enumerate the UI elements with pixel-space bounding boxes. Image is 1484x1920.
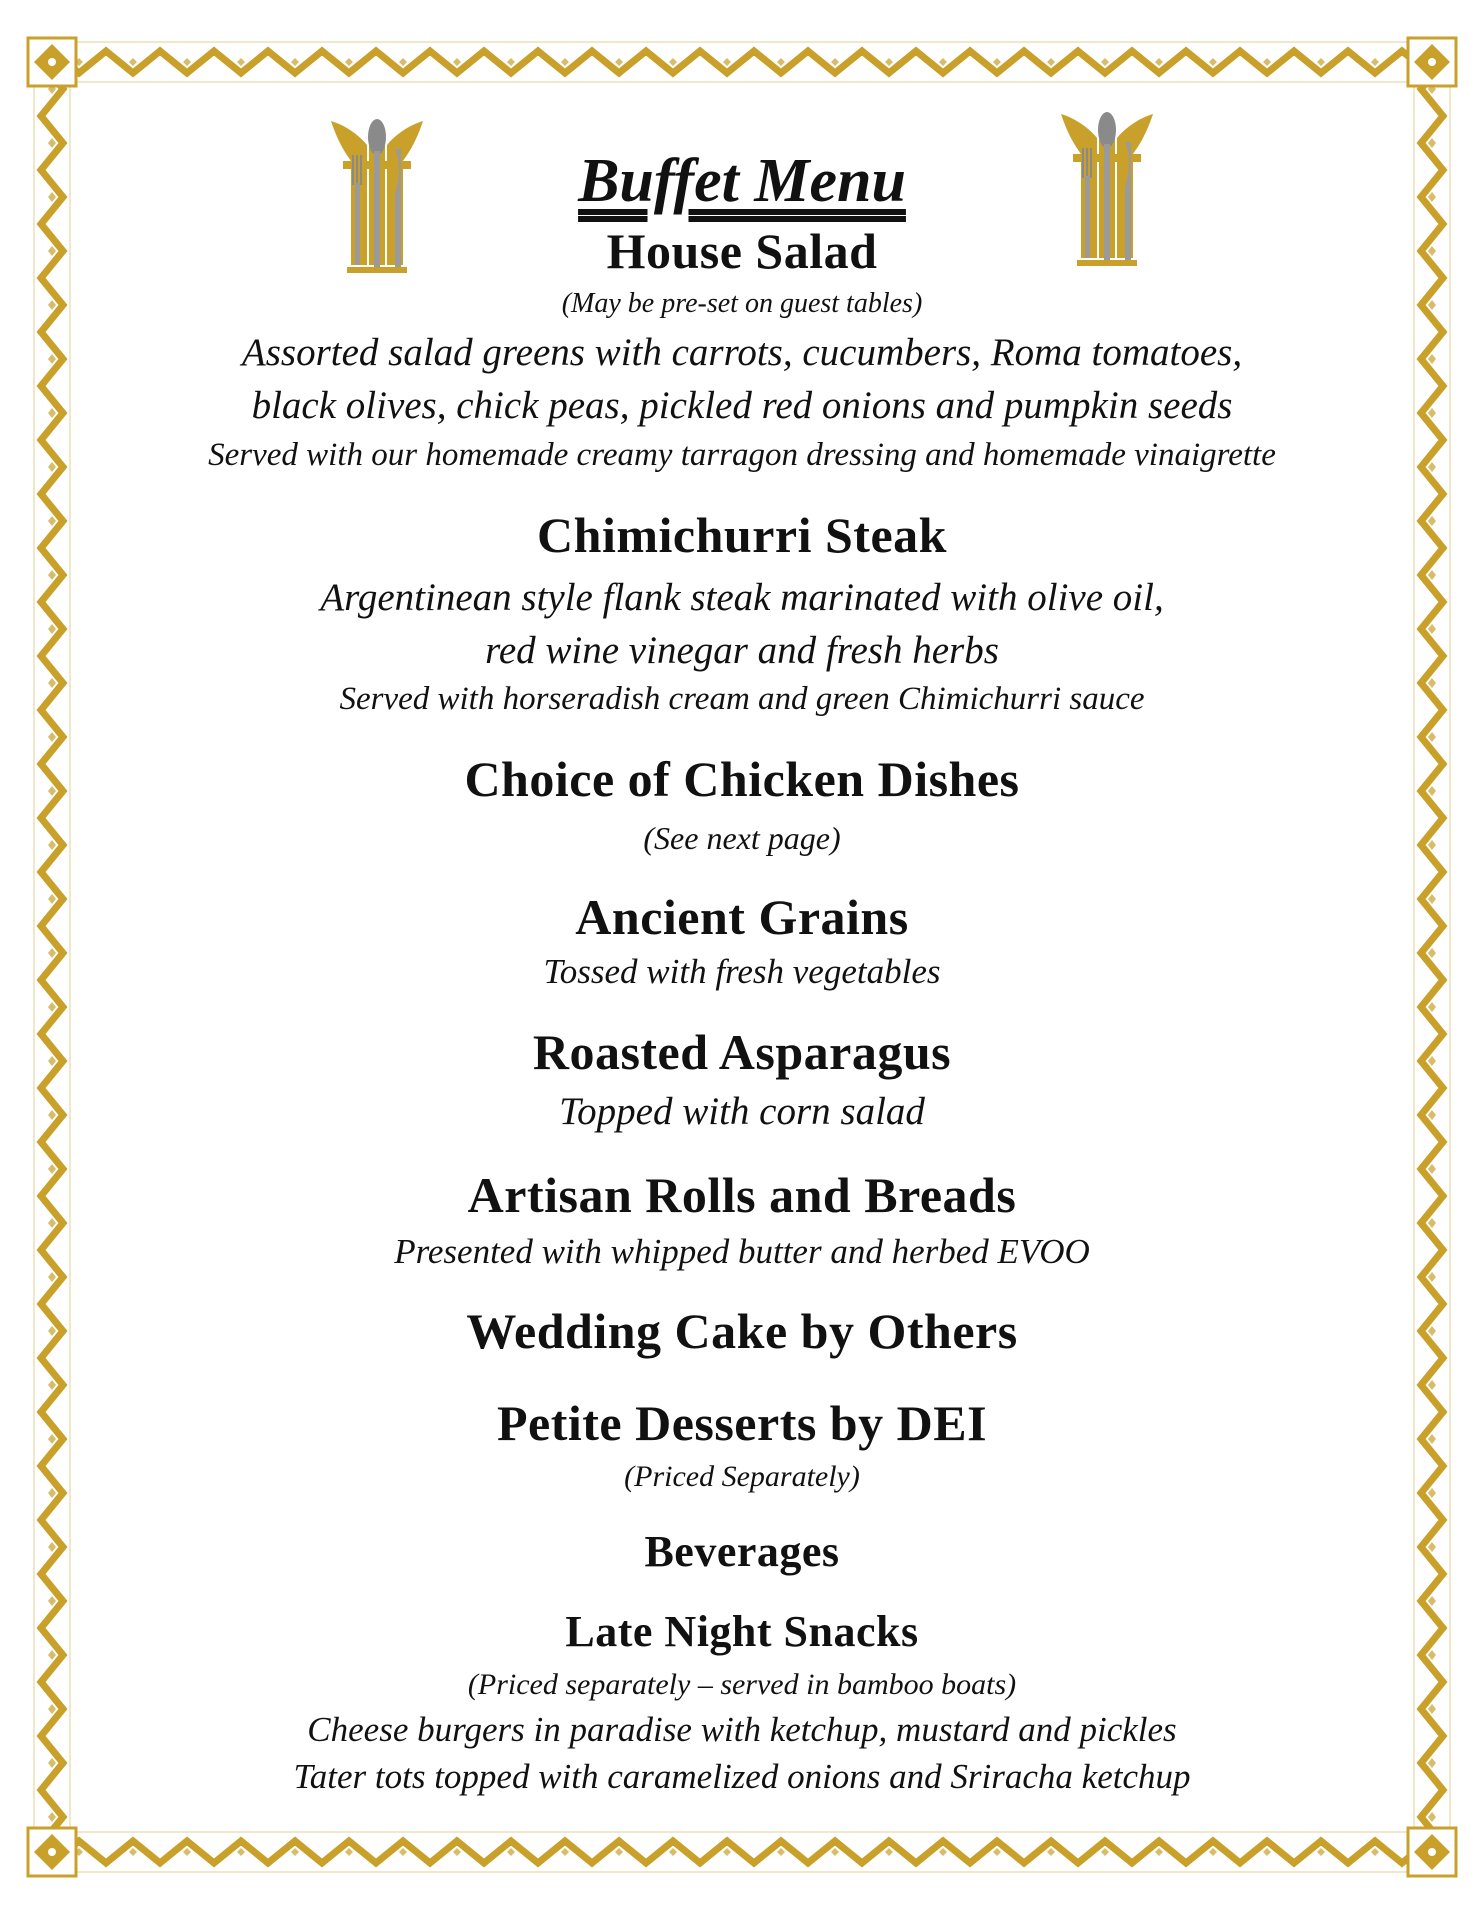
border-ornament [1428, 192, 1436, 202]
border-ornament [1209, 1848, 1217, 1856]
late-night-line-2: Tater tots topped with caramelized onions and Sriracha ketchup [293, 1757, 1191, 1796]
border-ornament [291, 1848, 299, 1856]
late-night-note: (Priced separately – served in bamboo boats) [467, 1668, 1017, 1701]
border-ornament [1428, 1218, 1436, 1228]
border-ornament [1428, 570, 1436, 580]
border-ornament [507, 58, 515, 66]
border-ornament [1428, 624, 1436, 634]
border-ornament [48, 1056, 56, 1066]
border-ornament [345, 1848, 353, 1856]
border-ornament [831, 58, 839, 66]
border-ornament [48, 1272, 56, 1282]
border-ornament [1263, 58, 1271, 66]
border-ornament [48, 948, 56, 958]
border-ornament [507, 1848, 515, 1856]
border-corner-dot [48, 1848, 56, 1856]
border-ornament [723, 1848, 731, 1856]
border-ornament [1428, 1704, 1436, 1714]
chimichurri-steak-line-3: Served with horseradish cream and green Chimichurri sauce [339, 681, 1145, 717]
chimichurri-steak-heading: Chimichurri Steak [537, 507, 947, 563]
border-ornament [1155, 1848, 1163, 1856]
border-ornament [48, 678, 56, 688]
petite-desserts-heading: Petite Desserts by DEI [496, 1395, 988, 1451]
border-ornament [1047, 1848, 1055, 1856]
ancient-grains-desc: Tossed with fresh vegetables [543, 952, 941, 991]
beverages-heading: Beverages [644, 1527, 840, 1576]
border-ornament [1428, 1326, 1436, 1336]
border-ornament [1428, 1272, 1436, 1282]
border-ornament [1101, 1848, 1109, 1856]
border-ornament [1428, 732, 1436, 742]
border-ornament [48, 354, 56, 364]
border-ornament [885, 58, 893, 66]
late-night-line-1: Cheese burgers in paradise with ketchup, mustard and pickles [307, 1710, 1177, 1749]
border-ornament [1428, 462, 1436, 472]
border-ornament [993, 58, 1001, 66]
border-ornament [291, 58, 299, 66]
border-ornament [48, 786, 56, 796]
border-ornament [1428, 354, 1436, 364]
border-bottom-zigzag [52, 1841, 1429, 1863]
menu-title: Buffet Menu [578, 147, 906, 215]
border-ornament [1428, 1434, 1436, 1444]
border-ornament [669, 58, 677, 66]
border-ornament [453, 1848, 461, 1856]
late-night-heading: Late Night Snacks [565, 1607, 919, 1656]
asparagus-heading: Roasted Asparagus [532, 1024, 952, 1080]
border-ornament [48, 300, 56, 310]
border-ornament [1047, 58, 1055, 66]
border-ornament [1428, 300, 1436, 310]
border-ornament [1371, 58, 1379, 66]
rolls-desc: Presented with whipped butter and herbed EVOO [394, 1232, 1090, 1271]
petite-desserts-note: (Priced Separately) [624, 1460, 860, 1493]
border-ornament [48, 1002, 56, 1012]
border-ornament [939, 58, 947, 66]
ancient-grains-heading: Ancient Grains [575, 889, 909, 945]
asparagus-desc: Topped with corn salad [559, 1090, 925, 1133]
border-ornament [993, 1848, 1001, 1856]
border-ornament [48, 1488, 56, 1498]
border-ornament [1428, 840, 1436, 850]
border-ornament [831, 1848, 839, 1856]
border-ornament [48, 408, 56, 418]
border-ornament [48, 1758, 56, 1768]
border-ornament [777, 58, 785, 66]
border-ornament [1317, 1848, 1325, 1856]
border-ornament [1428, 894, 1436, 904]
border-ornament [48, 1110, 56, 1120]
border-ornament [345, 58, 353, 66]
border-ornament [1371, 1848, 1379, 1856]
border-ornament [1428, 1110, 1436, 1120]
house-salad-line-3: Served with our homemade creamy tarragon dressing and homemade vinaigrette [208, 437, 1276, 473]
border-ornament [48, 894, 56, 904]
border-ornament [561, 58, 569, 66]
border-ornament [1263, 1848, 1271, 1856]
border-ornament [1428, 1758, 1436, 1768]
border-ornament [48, 570, 56, 580]
border-corner-dot [48, 58, 56, 66]
border-ornament [48, 1596, 56, 1606]
border-corner-dot [1428, 58, 1436, 66]
border-ornament [48, 138, 56, 148]
border-ornament [1428, 1164, 1436, 1174]
border-ornament [1428, 1488, 1436, 1498]
border-ornament [885, 1848, 893, 1856]
house-salad-note: (May be pre-set on guest tables) [561, 288, 923, 319]
border-ornament [237, 1848, 245, 1856]
wedding-cake-heading: Wedding Cake by Others [466, 1303, 1018, 1359]
border-ornament [48, 516, 56, 526]
chimichurri-steak-line-1: Argentinean style flank steak marinated with olive oil, [320, 576, 1164, 619]
border-ornament [48, 462, 56, 472]
border-ornament [48, 1542, 56, 1552]
border-ornament [1317, 58, 1325, 66]
border-ornament [1428, 246, 1436, 256]
border-ornament [1428, 678, 1436, 688]
border-ornament [48, 1650, 56, 1660]
chimichurri-steak-line-2: red wine vinegar and fresh herbs [485, 629, 999, 672]
border-ornament [777, 1848, 785, 1856]
border-ornament [48, 840, 56, 850]
border-ornament [453, 58, 461, 66]
border-ornament [669, 1848, 677, 1856]
border-ornament [183, 58, 191, 66]
border-ornament [48, 1812, 56, 1822]
border-corner-dot [1428, 1848, 1436, 1856]
border-ornament [237, 58, 245, 66]
border-ornament [48, 1704, 56, 1714]
border-ornament [48, 192, 56, 202]
house-salad-heading: House Salad [606, 223, 878, 279]
border-ornament [615, 1848, 623, 1856]
border-ornament [1428, 1596, 1436, 1606]
border-ornament [615, 58, 623, 66]
border-ornament [48, 1164, 56, 1174]
border-ornament [48, 1434, 56, 1444]
border-ornament [1428, 138, 1436, 148]
border-ornament [48, 1218, 56, 1228]
border-ornament [1428, 1542, 1436, 1552]
border-ornament [48, 624, 56, 634]
border-ornament [1209, 58, 1217, 66]
border-ornament [1101, 58, 1109, 66]
border-ornament [1428, 1650, 1436, 1660]
rolls-heading: Artisan Rolls and Breads [467, 1167, 1017, 1223]
house-salad-line-1: Assorted salad greens with carrots, cucumbers, Roma tomatoes, [241, 331, 1243, 374]
border-ornament [129, 1848, 137, 1856]
border-ornament [1428, 1380, 1436, 1390]
border-ornament [561, 1848, 569, 1856]
border-top-zigzag [52, 51, 1429, 73]
house-salad-line-2: black olives, chick peas, pickled red onions and pumpkin seeds [251, 384, 1233, 427]
border-ornament [48, 1326, 56, 1336]
border-ornament [48, 732, 56, 742]
border-ornament [1428, 786, 1436, 796]
chicken-heading: Choice of Chicken Dishes [464, 751, 1020, 807]
border-ornament [1428, 1056, 1436, 1066]
border-ornament [723, 58, 731, 66]
border-ornament [1428, 948, 1436, 958]
border-ornament [129, 58, 137, 66]
border-ornament [1428, 1002, 1436, 1012]
border-ornament [399, 1848, 407, 1856]
chicken-note: (See next page) [643, 820, 841, 856]
border-ornament [183, 1848, 191, 1856]
border-ornament [1428, 516, 1436, 526]
border-ornament [1428, 408, 1436, 418]
border-ornament [939, 1848, 947, 1856]
border-ornament [399, 58, 407, 66]
border-ornament [1428, 1812, 1436, 1822]
border-ornament [48, 1380, 56, 1390]
border-ornament [1155, 58, 1163, 66]
border-ornament [48, 246, 56, 256]
